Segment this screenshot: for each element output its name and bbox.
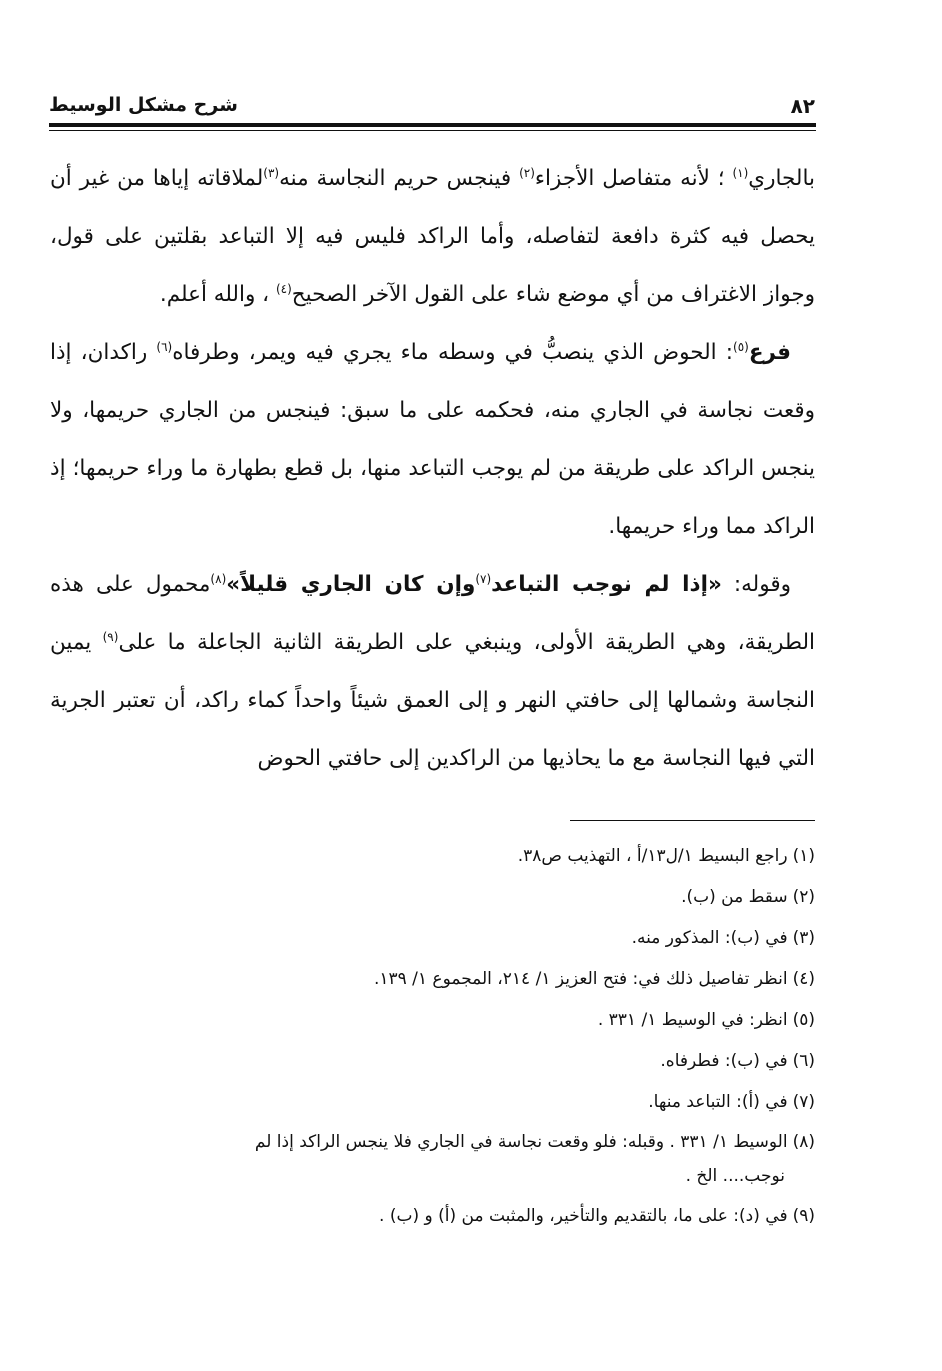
- footnote-ref: (٧): [475, 572, 492, 586]
- main-text: [50, 150, 815, 788]
- header-rule-thin: [49, 130, 816, 131]
- footnote-item: (٩)في (د): على ما، بالتقديم والتأخير، والمثبت من (أ) و (ب) .: [379, 1206, 815, 1226]
- footnote-ref: (١): [732, 166, 749, 180]
- paragraph-1: بالجاري$^{(١)}$ ؛ لأنه متفاصل الأجزاء$^{(٢)}$ فينجس حريم النجاسة منه$^{(٣)}$لملاقاته إياها من غير أن يحصل فيه كثرة دافعة لتفاصله، وأما الراكد فليس فيه إلا التباعد بقلتين على قول، وجواز الاغتراف من أي موضع شاء على القول الآخر الصحيح$^{(٤)}$ ، والله أعلم.: [50, 166, 815, 307]
- footnote-ref: (٢): [519, 166, 535, 180]
- paragraph-3: وقوله: «إذا لم نوجب التباعد$^{(٧)}$وإن كان الجاري قليلاً»$^{(٨)}$محمول على هذه الطريقة، وهي الطريقة الأولى، وينبغي على الطريقة الثانية الجاعلة ما على$^{(٩)}$ يمين النجاسة وشمالها إلى حافتي النهر و إلى العمق شيئاً واحداً كماء راكد، أن تعتبر الجرية التي فيها النجاسة مع ما يحاذيها من الراكدين إلى حافتي الحوض: [50, 572, 815, 771]
- footnote-ref: (٤): [275, 282, 292, 296]
- footnote-item: (١)راجع البسيط ١/ل١٣/أ ، التهذيب ص٣٨.: [517, 846, 815, 866]
- paragraph-2: فرع$^{(٥)}$: الحوض الذي ينصبُّ في وسطه ماء يجري فيه ويمر، وطرفاه$^{(٦)}$ راكدان، إذا وقعت نجاسة في الجاري منه، فحكمه على ما سبق: فينجس من الجاري حريمها، ولا ينجس الراكد على طريقة من لم يوجب التباعد منها، بل قطع بطهارة ما وراء حريمها؛ إذ الراكد مما وراء حريمها.: [50, 340, 815, 539]
- footnote-item: (٧)في (أ): التباعد منها.: [648, 1092, 815, 1112]
- page-number: ٨٢: [790, 94, 815, 118]
- footnote-ref: (٣): [263, 166, 280, 180]
- footnote-separator: [570, 820, 815, 821]
- footnote-item: (٤)انظر تفاصيل ذلك في: فتح العزيز ١/ ٢١٤، المجموع ١/ ١٣٩.: [373, 969, 815, 989]
- running-title: شرح مشكل الوسيط: [49, 94, 238, 116]
- footnote-item: (٣)في (ب): المذكور منه.: [631, 928, 815, 948]
- footnote-item: (٨)الوسيط ١/ ٣٣١ . وقبله: فلو وقعت نجاسة في الجاري فلا ينجس الراكد إذا لم نوجب.... الخ .: [254, 1132, 815, 1186]
- quoted-text: وإن كان الجاري قليلاً»: [226, 572, 476, 597]
- footnote-ref: (٥): [733, 340, 749, 354]
- section-lead: فرع: [748, 340, 791, 365]
- quoted-text: «إذا لم نوجب التباعد: [491, 572, 722, 597]
- footnote-ref: (٨): [210, 572, 227, 586]
- footnote-item: (٥)انظر: في الوسيط ١/ ٣٣١ .: [597, 1010, 815, 1030]
- footnotes: [50, 838, 815, 1239]
- footnote-item: (٦)في (ب): فطرفاه.: [660, 1051, 815, 1071]
- footnote-ref: (٩): [102, 630, 119, 644]
- footnote-item: (٢)سقط من (ب).: [681, 887, 815, 907]
- header-rule-thick: [49, 123, 816, 127]
- footnote-ref: (٦): [156, 340, 173, 354]
- page-header: [49, 94, 815, 116]
